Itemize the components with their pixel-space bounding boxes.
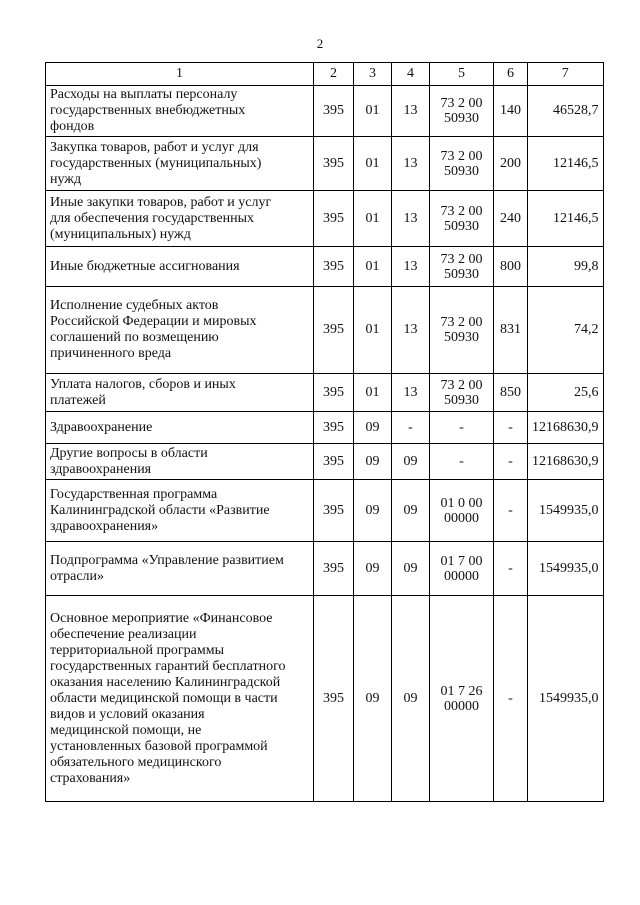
table-row xyxy=(46,542,604,596)
row-name-line: Российской Федерации и мировых xyxy=(50,314,257,329)
row-name-cell xyxy=(46,137,314,191)
section-code-cell: 01 xyxy=(354,191,392,247)
row-name-line: соглашений по возмещению xyxy=(50,330,219,345)
header-cell: 3 xyxy=(354,63,392,86)
target-article-cell xyxy=(430,137,494,191)
row-name-line: Калининградской области «Развитие xyxy=(50,502,270,518)
row-name-line: страхования» xyxy=(50,770,131,786)
expense-type-cell: - xyxy=(494,542,528,596)
target-article-line: - xyxy=(459,454,464,469)
ministry-code-cell: 395 xyxy=(314,137,354,191)
row-name-line: Иные бюджетные ассигнования xyxy=(50,258,240,274)
row-name-line: обеспечение реализации xyxy=(50,626,197,642)
row-name-cell xyxy=(46,86,314,137)
target-article-cell xyxy=(430,374,494,412)
subsection-code-cell: 13 xyxy=(392,137,430,191)
row-name-line: установленных базовой программой xyxy=(50,738,268,754)
section-code-cell: 09 xyxy=(354,542,392,596)
subsection-code-cell: - xyxy=(392,412,430,444)
row-name-line: Уплата налогов, сборов и иных xyxy=(50,376,236,392)
subsection-code-cell: 09 xyxy=(392,480,430,542)
table-header-row xyxy=(46,63,604,86)
target-article-line: 50930 xyxy=(444,266,479,282)
row-name-cell xyxy=(46,444,314,480)
target-article-line: 73 2 00 xyxy=(440,315,483,330)
ministry-code-cell: 395 xyxy=(314,444,354,480)
section-code-cell: 09 xyxy=(354,596,392,802)
target-article-line: 01 0 00 xyxy=(440,495,483,511)
subsection-code-cell: 13 xyxy=(392,191,430,247)
section-code-cell: 01 xyxy=(354,287,392,374)
row-name-line: Государственная программа xyxy=(50,486,218,502)
row-name-line: здравоохранения» xyxy=(50,518,159,534)
row-name-cell xyxy=(46,191,314,247)
table-row xyxy=(46,412,604,444)
expense-type-cell: - xyxy=(494,480,528,542)
table-row xyxy=(46,287,604,374)
amount-cell: 1549935,0 xyxy=(528,542,604,596)
header-cell: 7 xyxy=(528,63,604,86)
section-code-cell: 01 xyxy=(354,374,392,412)
ministry-code-cell: 395 xyxy=(314,191,354,247)
target-article-line: 73 2 00 xyxy=(440,203,483,219)
subsection-code-cell: 13 xyxy=(392,374,430,412)
section-code-cell: 01 xyxy=(354,86,392,137)
target-article-line: 01 7 00 xyxy=(440,553,483,569)
header-cell: 2 xyxy=(314,63,354,86)
target-article-cell xyxy=(430,86,494,137)
target-article-line: 00000 xyxy=(444,698,479,714)
amount-cell: 99,8 xyxy=(528,247,604,287)
row-name-cell xyxy=(46,480,314,542)
table-row xyxy=(46,374,604,412)
ministry-code-cell: 395 xyxy=(314,480,354,542)
row-name-line: Подпрограмма «Управление развитием xyxy=(50,552,284,568)
row-name-line: Закупка товаров, работ и услуг для xyxy=(50,139,259,155)
row-name-line: обязательного медицинского xyxy=(50,754,222,770)
ministry-code-cell: 395 xyxy=(314,596,354,802)
target-article-line: 50930 xyxy=(444,392,479,408)
row-name-line: Основное мероприятие «Финансовое xyxy=(50,610,273,626)
amount-cell: 25,6 xyxy=(528,374,604,412)
row-name-line: фондов xyxy=(50,119,95,134)
amount-cell: 12146,5 xyxy=(528,191,604,247)
ministry-code-cell: 395 xyxy=(314,247,354,287)
subsection-code-cell: 09 xyxy=(392,596,430,802)
row-name-line: Другие вопросы в области xyxy=(50,445,208,461)
table-row xyxy=(46,247,604,287)
target-article-line: 00000 xyxy=(444,510,479,526)
row-name-cell xyxy=(46,374,314,412)
table-row xyxy=(46,137,604,191)
expense-type-cell: 140 xyxy=(494,86,528,137)
budget-table xyxy=(45,62,604,802)
row-name-line: оказания населению Калининградской xyxy=(50,674,281,690)
target-article-line: 01 7 26 xyxy=(440,683,483,699)
table-row xyxy=(46,191,604,247)
target-article-line: - xyxy=(459,420,464,435)
row-name-line: здравоохранения xyxy=(50,461,152,477)
ministry-code-cell: 395 xyxy=(314,542,354,596)
row-name-line: государственных (муниципальных) xyxy=(50,155,262,171)
ministry-code-cell: 395 xyxy=(314,86,354,137)
subsection-code-cell: 13 xyxy=(392,86,430,137)
amount-cell: 74,2 xyxy=(528,287,604,374)
row-name-line: Иные закупки товаров, работ и услуг xyxy=(50,194,272,210)
table-row xyxy=(46,86,604,137)
target-article-line: 50930 xyxy=(444,163,479,179)
row-name-line: Исполнение судебных актов xyxy=(50,298,219,313)
expense-type-cell: - xyxy=(494,412,528,444)
target-article-cell xyxy=(430,412,494,444)
section-code-cell: 01 xyxy=(354,247,392,287)
row-name-line: для обеспечения государственных xyxy=(50,210,254,226)
table-row xyxy=(46,444,604,480)
row-name-line: (муниципальных) нужд xyxy=(50,226,191,242)
header-cell: 6 xyxy=(494,63,528,86)
row-name-cell xyxy=(46,542,314,596)
row-name-cell xyxy=(46,247,314,287)
section-code-cell: 09 xyxy=(354,444,392,480)
target-article-line: 50930 xyxy=(444,330,479,345)
row-name-line: территориальной программы xyxy=(50,642,225,658)
target-article-cell xyxy=(430,596,494,802)
target-article-cell xyxy=(430,247,494,287)
amount-cell: 12168630,9 xyxy=(528,412,604,444)
row-name-line: Расходы на выплаты персоналу xyxy=(50,87,238,102)
amount-cell: 1549935,0 xyxy=(528,596,604,802)
target-article-cell xyxy=(430,444,494,480)
row-name-line: видов и условий оказания xyxy=(50,706,205,722)
target-article-cell xyxy=(430,191,494,247)
amount-cell: 12168630,9 xyxy=(528,444,604,480)
row-name-cell xyxy=(46,287,314,374)
expense-type-cell: 200 xyxy=(494,137,528,191)
target-article-line: 50930 xyxy=(444,111,479,126)
header-cell: 4 xyxy=(392,63,430,86)
row-name-line: платежей xyxy=(50,392,106,408)
row-name-line: нужд xyxy=(50,171,82,187)
ministry-code-cell: 395 xyxy=(314,287,354,374)
target-article-cell xyxy=(430,287,494,374)
target-article-line: 73 2 00 xyxy=(440,251,483,267)
target-article-cell xyxy=(430,480,494,542)
target-article-line: 00000 xyxy=(444,568,479,584)
header-cell: 5 xyxy=(430,63,494,86)
expense-type-cell: - xyxy=(494,596,528,802)
section-code-cell: 01 xyxy=(354,137,392,191)
row-name-line: государственных внебюджетных xyxy=(50,103,246,118)
target-article-line: 50930 xyxy=(444,218,479,234)
expense-type-cell: 831 xyxy=(494,287,528,374)
expense-type-cell: 850 xyxy=(494,374,528,412)
ministry-code-cell: 395 xyxy=(314,412,354,444)
header-cell: 1 xyxy=(46,63,314,86)
expense-type-cell: - xyxy=(494,444,528,480)
amount-cell: 1549935,0 xyxy=(528,480,604,542)
ministry-code-cell: 395 xyxy=(314,374,354,412)
row-name-cell xyxy=(46,596,314,802)
row-name-line: государственных гарантий бесплатного xyxy=(50,658,286,674)
section-code-cell: 09 xyxy=(354,412,392,444)
expense-type-cell: 240 xyxy=(494,191,528,247)
table-row xyxy=(46,596,604,802)
expense-type-cell: 800 xyxy=(494,247,528,287)
target-article-line: 73 2 00 xyxy=(440,148,483,164)
section-code-cell: 09 xyxy=(354,480,392,542)
row-name-line: медицинской помощи, не xyxy=(50,722,202,738)
amount-cell: 46528,7 xyxy=(528,86,604,137)
table-row xyxy=(46,480,604,542)
page-number: 2 xyxy=(316,36,324,51)
row-name-line: причиненного вреда xyxy=(50,346,172,361)
subsection-code-cell: 09 xyxy=(392,444,430,480)
row-name-line: Здравоохранение xyxy=(50,419,153,435)
target-article-cell xyxy=(430,542,494,596)
subsection-code-cell: 13 xyxy=(392,287,430,374)
subsection-code-cell: 13 xyxy=(392,247,430,287)
target-article-line: 73 2 00 xyxy=(440,377,483,393)
amount-cell: 12146,5 xyxy=(528,137,604,191)
row-name-line: области медицинской помощи в части xyxy=(50,690,278,706)
row-name-cell xyxy=(46,412,314,444)
subsection-code-cell: 09 xyxy=(392,542,430,596)
row-name-line: отрасли» xyxy=(50,568,105,584)
target-article-line: 73 2 00 xyxy=(440,96,483,111)
